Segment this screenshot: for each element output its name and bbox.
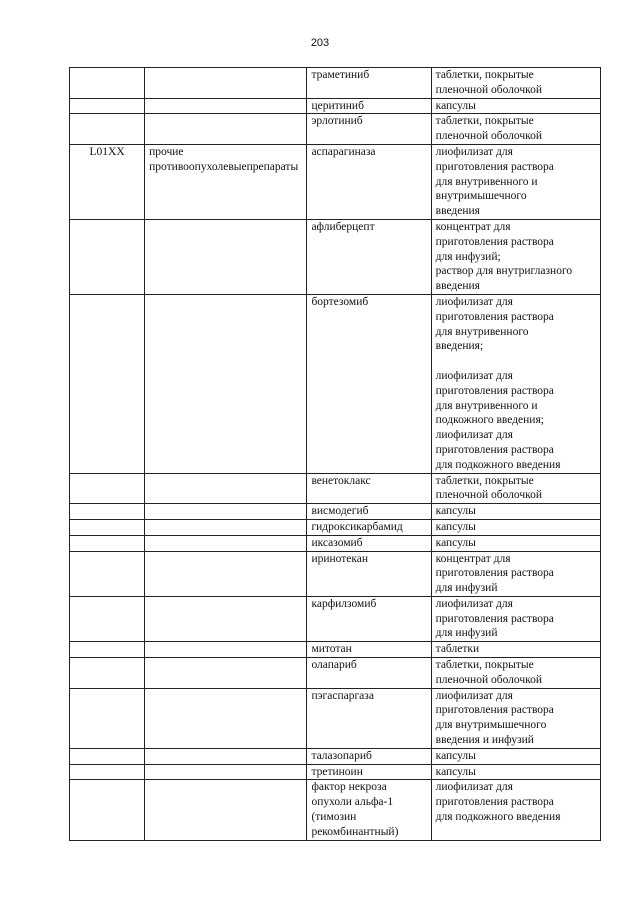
dosage-form-line: внутримышечного (435, 190, 527, 203)
dosage-form-cell (431, 294, 600, 473)
atc-code-cell (70, 114, 145, 145)
drug-name-cell (307, 596, 431, 641)
dosage-form-line: капсулы (435, 505, 476, 518)
drug-name-line: рекомбинантный) (311, 825, 399, 838)
dosage-form-line: для подкожного введения (435, 811, 561, 824)
dosage-form-cell (431, 219, 600, 294)
drug-name-line: иринотекан (311, 552, 369, 565)
drug-name-line: третиноин (311, 765, 363, 778)
dosage-form-line: таблетки, покрытые (435, 659, 534, 672)
atc-code-cell (70, 780, 145, 840)
table-row (70, 473, 601, 504)
dosage-form-line: для инфузий; (435, 250, 501, 263)
atc-code-cell (70, 748, 145, 764)
dosage-form-line: лиофилизат для (435, 369, 513, 382)
dosage-form-line: для внутривенного и (435, 399, 538, 412)
table-row (70, 780, 601, 840)
dosage-form-line: таблетки, покрытые (435, 474, 534, 487)
dosage-form-line: для внутривенного и (435, 175, 538, 188)
dosage-form-cell (431, 535, 600, 551)
dosage-form-line: введения (435, 205, 480, 218)
dosage-form-line: приготовления раствора (435, 310, 554, 323)
drug-name-line: опухоли альфа-1 (311, 796, 394, 809)
dosage-form-cell (431, 473, 600, 504)
drug-name-line: аспарагиназа (311, 145, 376, 158)
dosage-form-line: приготовления раствора (435, 612, 554, 625)
table-row (70, 219, 601, 294)
table-row (70, 688, 601, 748)
drug-name-line: траметиниб (311, 69, 370, 81)
dosage-form-line: капсулы (435, 99, 476, 112)
group-cell (145, 764, 307, 780)
dosage-form-line: введения; (435, 340, 484, 353)
table-row (70, 98, 601, 114)
drug-name-line: фактор некроза (311, 781, 387, 794)
dosage-form-cell (431, 504, 600, 520)
dosage-form-line: лиофилизат для (435, 295, 513, 308)
atc-code-cell (70, 764, 145, 780)
atc-code-cell (70, 294, 145, 473)
table-row (70, 294, 601, 473)
dosage-form-line: капсулы (435, 749, 476, 762)
drug-name-cell (307, 688, 431, 748)
drug-name-line: бортезомиб (311, 295, 369, 308)
dosage-form-line: для инфузий (435, 627, 498, 640)
dosage-form-line: таблетки (435, 643, 480, 656)
drug-name-cell (307, 642, 431, 658)
group-cell (145, 294, 307, 473)
drug-name-line: иксазомиб (311, 536, 363, 549)
group-cell (145, 68, 307, 99)
dosage-form-line: капсулы (435, 520, 476, 533)
table-row (70, 144, 601, 219)
drug-name-line: афлиберцепт (311, 220, 375, 233)
drug-name-cell (307, 504, 431, 520)
group-cell (145, 144, 307, 219)
dosage-form-line: лиофилизат для (435, 689, 513, 702)
atc-code-cell (70, 473, 145, 504)
drug-name-line: олапариб (311, 659, 357, 672)
drug-name-cell (307, 519, 431, 535)
table-row (70, 658, 601, 689)
drug-name-line: талазопариб (311, 749, 372, 762)
dosage-form-cell (431, 551, 600, 596)
drug-name-line: карфилзомиб (311, 597, 377, 610)
drug-name-line: венетоклакс (311, 474, 371, 487)
drug-name-cell (307, 748, 431, 764)
group-cell (145, 473, 307, 504)
table-row (70, 114, 601, 145)
dosage-form-cell (431, 688, 600, 748)
drug-name-line: гидроксикарбамид (311, 520, 403, 533)
dosage-form-cell (431, 642, 600, 658)
atc-code-cell (70, 98, 145, 114)
dosage-form-line: приготовления раствора (435, 384, 554, 397)
table-row (70, 504, 601, 520)
table-row (70, 764, 601, 780)
drug-name-cell (307, 114, 431, 145)
drug-name-cell (307, 658, 431, 689)
atc-code-cell (70, 642, 145, 658)
drug-name-line: (тимозин (311, 811, 357, 824)
table-row (70, 596, 601, 641)
drug-name-cell (307, 219, 431, 294)
dosage-form-line: лиофилизат для (435, 145, 513, 158)
dosage-form-line: для подкожного введения (435, 458, 561, 471)
group-cell (145, 658, 307, 689)
table-row (70, 642, 601, 658)
group-cell (145, 98, 307, 114)
dosage-form-cell (431, 519, 600, 535)
dosage-form-line: пленочной оболочкой (435, 130, 543, 143)
group-cell (145, 688, 307, 748)
dosage-form-line: приготовления раствора (435, 235, 554, 248)
atc-code-cell (70, 219, 145, 294)
dosage-form-line: лиофилизат для (435, 597, 513, 610)
group-line: прочие противоопухолевые (149, 145, 247, 173)
table-row (70, 519, 601, 535)
dosage-form-line: для внутримышечного (435, 719, 547, 732)
dosage-form-cell (431, 780, 600, 840)
drug-name-line: митотан (311, 643, 352, 656)
dosage-form-cell (431, 68, 600, 99)
group-cell (145, 596, 307, 641)
dosage-form-line: капсулы (435, 536, 476, 549)
dosage-form-line: приготовления раствора (435, 704, 554, 717)
dosage-form-cell (431, 114, 600, 145)
atc-code-cell (70, 535, 145, 551)
dosage-form-cell (431, 596, 600, 641)
dosage-form-cell (431, 748, 600, 764)
drug-name-line: церитиниб (311, 99, 364, 112)
atc-code-cell (70, 688, 145, 748)
dosage-form-line: таблетки, покрытые (435, 115, 534, 128)
atc-code-cell (70, 658, 145, 689)
dosage-form-line: пленочной оболочкой (435, 489, 543, 502)
dosage-form-line: для инфузий (435, 582, 498, 595)
drug-name-cell (307, 68, 431, 99)
dosage-form-line: приготовления раствора (435, 160, 554, 173)
table-row (70, 551, 601, 596)
group-cell (145, 504, 307, 520)
drug-name-line: эрлотиниб (311, 115, 363, 128)
drug-name-line: висмодегиб (311, 505, 369, 518)
atc-code-cell (70, 596, 145, 641)
dosage-form-cell (431, 764, 600, 780)
dosage-form-line: лиофилизат для (435, 781, 513, 794)
atc-code-cell (70, 68, 145, 99)
drug-name-cell (307, 551, 431, 596)
group-cell (145, 519, 307, 535)
drug-name-cell (307, 535, 431, 551)
dosage-form-line: таблетки, покрытые (435, 69, 534, 81)
dosage-form-cell (431, 144, 600, 219)
group-cell (145, 114, 307, 145)
drug-name-cell (307, 294, 431, 473)
atc-code-cell (70, 519, 145, 535)
dosage-form-line: приготовления раствора (435, 567, 554, 580)
dosage-form-line: подкожного введения; (435, 414, 544, 427)
group-cell (145, 748, 307, 764)
dosage-form-line: раствор для внутриглазного (435, 265, 573, 278)
dosage-form-cell (431, 658, 600, 689)
dosage-form-line: введения и инфузий (435, 734, 534, 747)
dosage-form-cell (431, 98, 600, 114)
group-cell (145, 642, 307, 658)
dosage-form-line: пленочной оболочкой (435, 673, 543, 686)
group-cell (145, 551, 307, 596)
atc-code-cell: L01XX (70, 144, 145, 219)
atc-code-cell (70, 551, 145, 596)
table-row (70, 68, 601, 99)
dosage-form-line: концентрат для (435, 220, 511, 233)
drug-name-cell (307, 144, 431, 219)
drug-table (69, 67, 601, 841)
group-line: препараты (246, 160, 299, 173)
dosage-form-line: капсулы (435, 765, 476, 778)
dosage-form-line: концентрат для (435, 552, 511, 565)
drug-name-line: пэгаспаргаза (311, 689, 374, 702)
drug-name-cell (307, 473, 431, 504)
dosage-form-line: для внутривенного (435, 325, 529, 338)
dosage-form-line: лиофилизат для (435, 429, 513, 442)
dosage-form-line: пленочной оболочкой (435, 83, 543, 96)
dosage-form-line (436, 354, 596, 369)
drug-name-cell (307, 780, 431, 840)
group-cell (145, 780, 307, 840)
group-cell (145, 535, 307, 551)
page-number: 203 (310, 37, 330, 49)
drug-name-cell (307, 98, 431, 114)
table-row (70, 535, 601, 551)
atc-code-cell (70, 504, 145, 520)
group-cell (145, 219, 307, 294)
dosage-form-line: приготовления раствора (435, 443, 554, 456)
table-row (70, 748, 601, 764)
dosage-form-line: введения (435, 280, 480, 293)
dosage-form-line: приготовления раствора (435, 796, 554, 809)
drug-name-cell (307, 764, 431, 780)
